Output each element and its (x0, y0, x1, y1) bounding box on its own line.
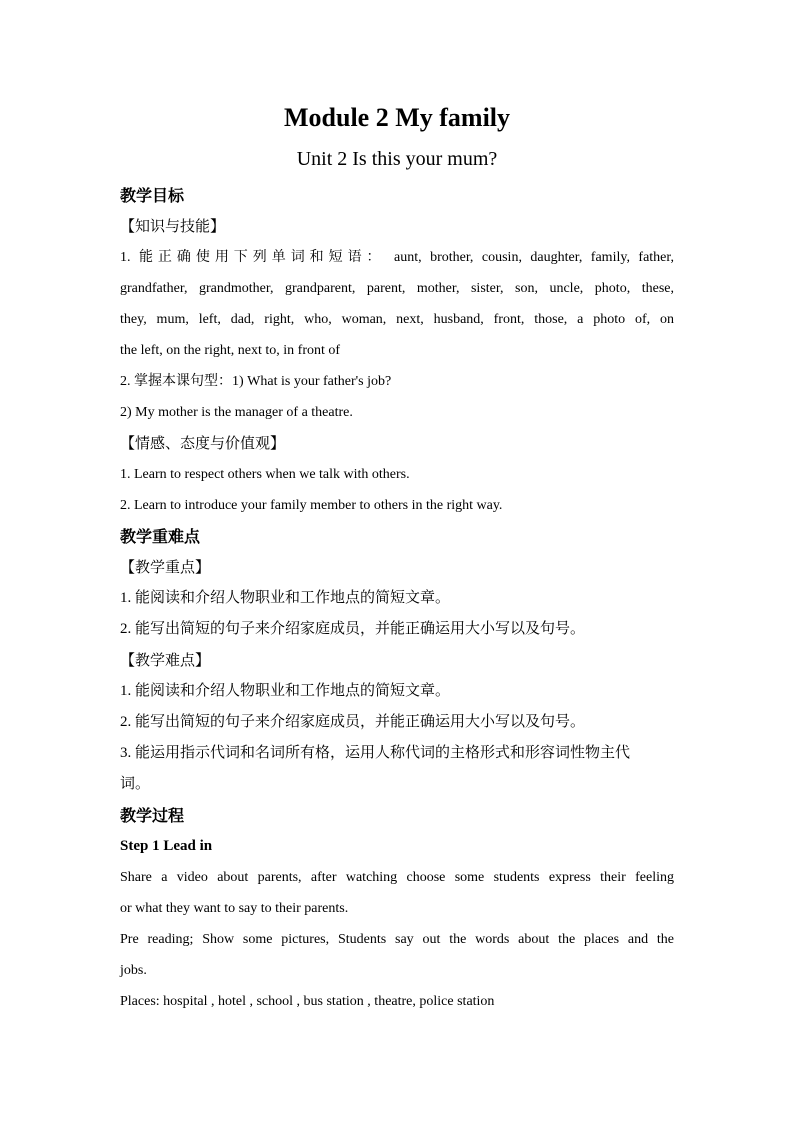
attitude-values-heading: 【情感、态度与价值观】 (120, 434, 286, 452)
attitude-item-1: 1. Learn to respect others when we talk with others. (120, 467, 410, 482)
process-heading: 教学过程 (120, 806, 185, 825)
difficulty-item-3-cont: 词。 (120, 776, 151, 792)
lead-in-line-2: or what they want to say to their parents. (120, 901, 349, 916)
places-line: Places: hospital , hotel , school , bus station , theatre, police station (120, 994, 495, 1009)
pre-reading-line-2: jobs. (120, 963, 147, 978)
teaching-focus-heading: 【教学重点】 (120, 558, 211, 576)
pre-reading-line-1: Pre reading; Show some pictures, Students say out the words about the places and the (120, 932, 674, 947)
difficulty-item-3: 3. 能运用指示代词和名词所有格，运用人称代词的主格形式和形容词性物主代 (120, 745, 631, 761)
vocab-line-4: the left, on the right, next to, in front of (120, 343, 341, 358)
step-1-heading: Step 1 Lead in (120, 838, 213, 854)
knowledge-skills-heading: 【知识与技能】 (120, 217, 226, 235)
document-subtitle: Unit 2 Is this your mum? (296, 148, 498, 170)
vocab-line-2: grandfather, grandmother, grandparent, parent, mother, sister, son, uncle, photo, these, (120, 281, 674, 296)
teaching-difficulty-heading: 【教学难点】 (120, 651, 211, 669)
document-title: Module 2 My family (283, 103, 511, 132)
focus-item-2: 2. 能写出简短的句子来介绍家庭成员，并能正确运用大小写以及句号。 (120, 621, 586, 637)
vocab-line-3: they, mum, left, dad, right, who, woman, next, husband, front, those, a photo of, on (120, 312, 674, 327)
sentence-pattern-1: 2. 掌握本课句型：1) What is your father's job? (120, 374, 392, 389)
difficulty-item-2: 2. 能写出简短的句子来介绍家庭成员，并能正确运用大小写以及句号。 (120, 714, 586, 730)
focus-item-1: 1. 能阅读和介绍人物职业和工作地点的简短文章。 (120, 590, 451, 606)
sentence-pattern-2: 2) My mother is the manager of a theatre. (120, 405, 353, 420)
vocab-line-1: 1. 能正确使用下列单词和短语： aunt, brother, cousin, daughter, family, father, (120, 250, 674, 265)
objectives-heading: 教学目标 (120, 186, 185, 205)
difficulty-item-1: 1. 能阅读和介绍人物职业和工作地点的简短文章。 (120, 683, 451, 699)
attitude-item-2: 2. Learn to introduce your family member to others in the right way. (120, 498, 503, 513)
lead-in-line-1: Share a video about parents, after watching choose some students express their feeling (120, 870, 674, 885)
key-points-heading: 教学重难点 (120, 527, 201, 546)
